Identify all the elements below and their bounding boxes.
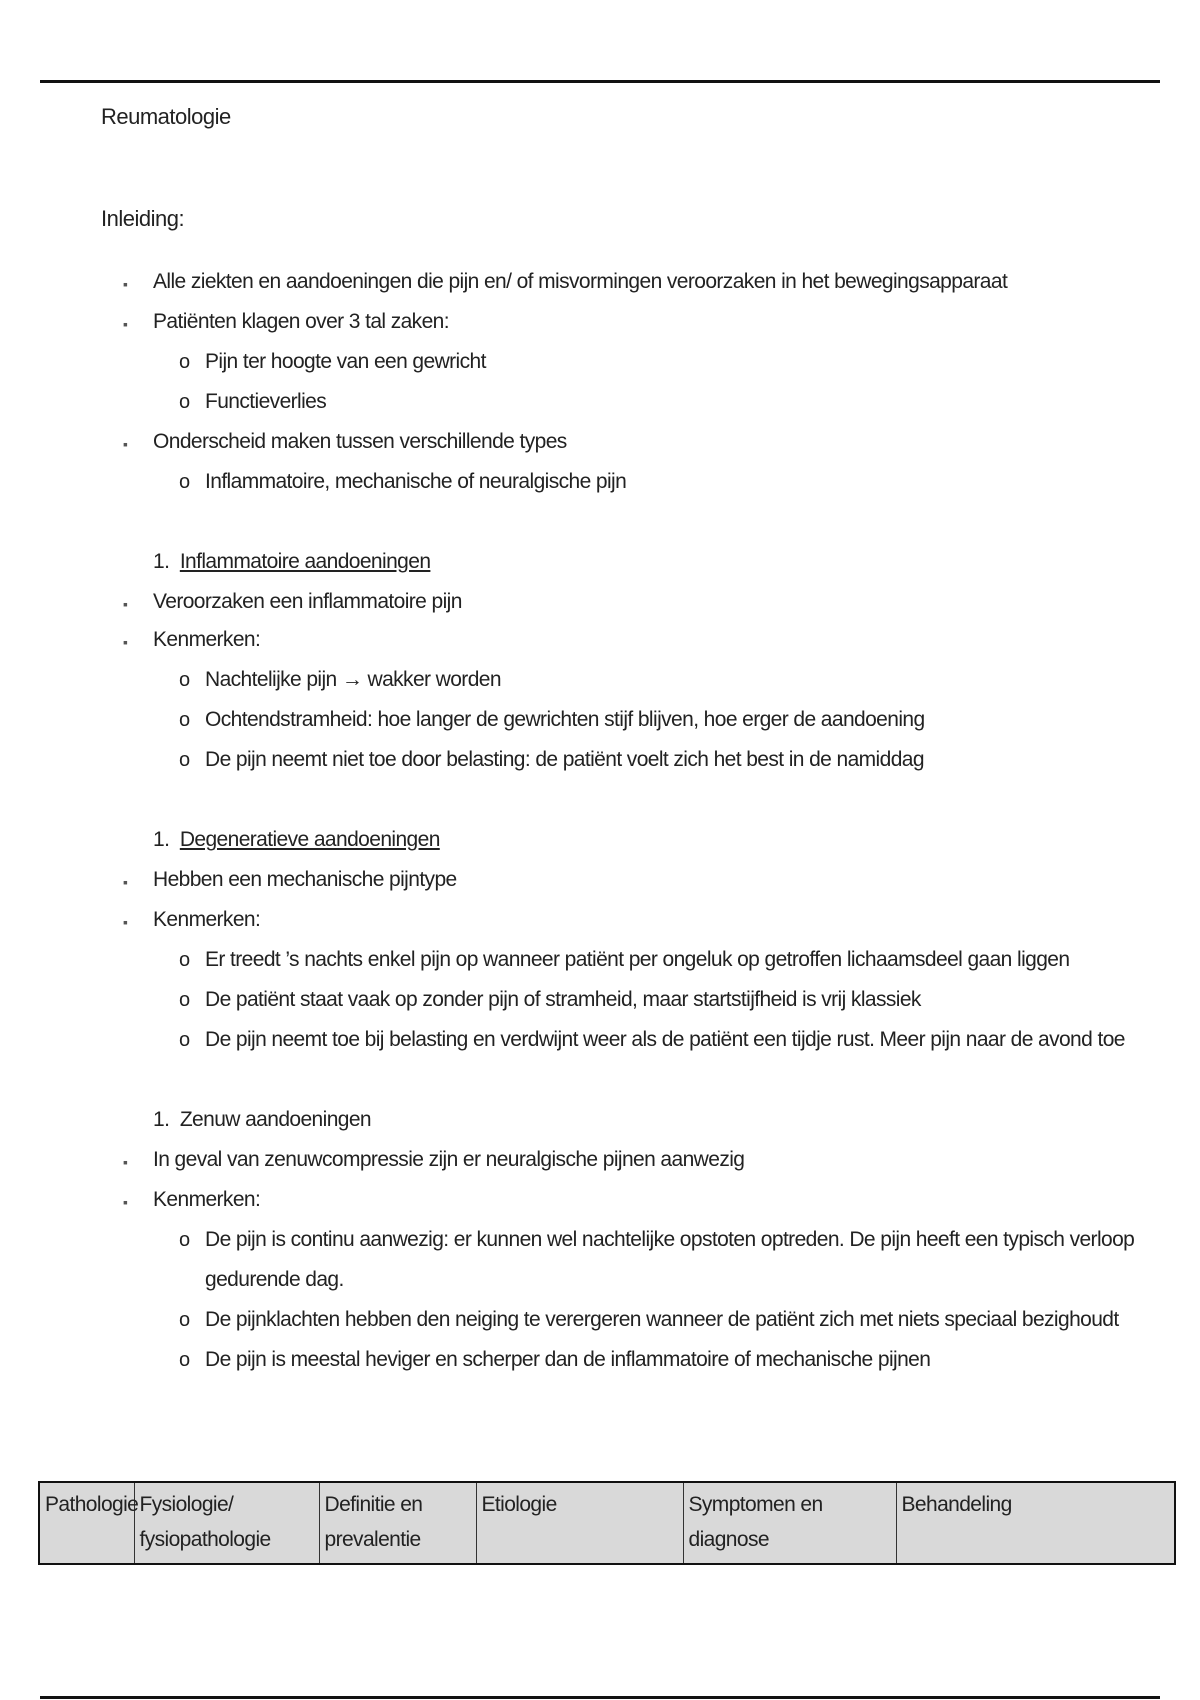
circle-bullet-icon: o: [179, 949, 191, 971]
circle-bullet-icon: o: [179, 1309, 191, 1331]
table-header-cell: Symptomen en diagnose: [683, 1482, 896, 1564]
section-2-heading: [153, 828, 440, 852]
circle-bullet-icon: o: [179, 1029, 191, 1051]
section-3-sub-b: De pijnklachten hebben den neiging te verergeren wanneer de patiënt zich met niets speciaal bezighoudt: [205, 1308, 1119, 1331]
circle-bullet-icon: o: [179, 989, 191, 1011]
circle-bullet-icon: o: [179, 471, 191, 493]
section-2-bullet-1: Hebben een mechanische pijntype: [153, 868, 457, 891]
circle-bullet-icon: o: [179, 351, 191, 373]
section-3-sub-a-line-2: gedurende dag.: [205, 1268, 344, 1291]
bullet-icon: ▪: [123, 1194, 128, 1210]
section-2-sub-c: De pijn neemt toe bij belasting en verdwijnt weer als de patiënt een tijdje rust. Meer pijn naar de avond toe: [205, 1028, 1125, 1051]
circle-bullet-icon: o: [179, 749, 191, 771]
document-title: Reumatologie: [101, 104, 231, 129]
circle-bullet-icon: o: [179, 709, 191, 731]
section-1-bullet-1: Veroorzaken een inflammatoire pijn: [153, 590, 462, 613]
section-1-sub-a: Nachtelijke pijn → wakker worden: [205, 668, 501, 691]
bullet-icon: ▪: [123, 436, 128, 452]
section-1-heading: [153, 550, 430, 574]
circle-bullet-icon: o: [179, 669, 191, 691]
pathology-table: [38, 1481, 1176, 1565]
intro-sub-2b: Functieverlies: [205, 390, 327, 413]
section-2-bullet-2: Kenmerken:: [153, 908, 261, 931]
section-2-title: Degeneratieve aandoeningen: [179, 828, 440, 851]
intro-sub-2a: Pijn ter hoogte van een gewricht: [205, 350, 486, 373]
section-2-sub-b: De patiënt staat vaak op zonder pijn of stramheid, maar startstijfheid is vrij klassiek: [205, 988, 921, 1011]
section-1-number: 1.: [153, 550, 170, 573]
bullet-icon: ▪: [123, 874, 128, 890]
section-3-title: Zenuw aandoeningen: [179, 1108, 372, 1131]
section-2-sub-a: Er treedt ’s nachts enkel pijn op wanneer patiënt per ongeluk op getroffen lichaamsdeel gaan liggen: [205, 948, 1070, 971]
intro-bullet-3: Onderscheid maken tussen verschillende types: [153, 430, 567, 453]
section-1-sub-b: Ochtendstramheid: hoe langer de gewrichten stijf blijven, hoe erger de aandoening: [205, 708, 925, 731]
section-1-title: Inflammatoire aandoeningen: [179, 550, 431, 573]
section-1-bullet-2: Kenmerken:: [153, 628, 261, 651]
bullet-icon: ▪: [123, 596, 128, 612]
circle-bullet-icon: o: [179, 1229, 191, 1251]
table-header-cell: Fysiologie/ fysiopathologie: [134, 1482, 319, 1564]
footer-rule: [40, 1696, 1160, 1699]
table-header-cell: Behandeling: [896, 1482, 1175, 1564]
bullet-icon: ▪: [123, 316, 128, 332]
intro-bullet-2: Patiënten klagen over 3 tal zaken:: [153, 310, 449, 333]
table-header-cell: Etiologie: [476, 1482, 683, 1564]
table-header-cell: Definitie en prevalentie: [319, 1482, 476, 1564]
section-3-bullet-1: In geval van zenuwcompressie zijn er neuralgische pijnen aanwezig: [153, 1148, 745, 1171]
table-header-row: [39, 1482, 1175, 1564]
section-3-heading: [153, 1108, 371, 1132]
intro-sub-3a: Inflammatoire, mechanische of neuralgische pijn: [205, 470, 627, 493]
table-header-cell: Pathologie: [39, 1482, 134, 1564]
circle-bullet-icon: o: [179, 1349, 191, 1371]
intro-heading: Inleiding:: [101, 206, 185, 231]
bullet-icon: ▪: [123, 1154, 128, 1170]
bullet-icon: ▪: [123, 276, 128, 292]
section-3-number: 1.: [153, 1108, 170, 1131]
section-3-sub-a-line-1: De pijn is continu aanwezig: er kunnen wel nachtelijke opstoten optreden. De pijn heeft een typisch verloop: [205, 1228, 1135, 1251]
bullet-icon: ▪: [123, 634, 128, 650]
section-3-sub-c: De pijn is meestal heviger en scherper dan de inflammatoire of mechanische pijnen: [205, 1348, 931, 1371]
circle-bullet-icon: o: [179, 391, 191, 413]
header-rule: [40, 80, 1160, 83]
intro-bullet-1: Alle ziekten en aandoeningen die pijn en/ of misvormingen veroorzaken in het bewegingsapparaat: [153, 270, 1008, 293]
section-3-bullet-2: Kenmerken:: [153, 1188, 261, 1211]
section-2-number: 1.: [153, 828, 170, 851]
section-1-sub-c: De pijn neemt niet toe door belasting: de patiënt voelt zich het best in de namiddag: [205, 748, 924, 771]
bullet-icon: ▪: [123, 914, 128, 930]
